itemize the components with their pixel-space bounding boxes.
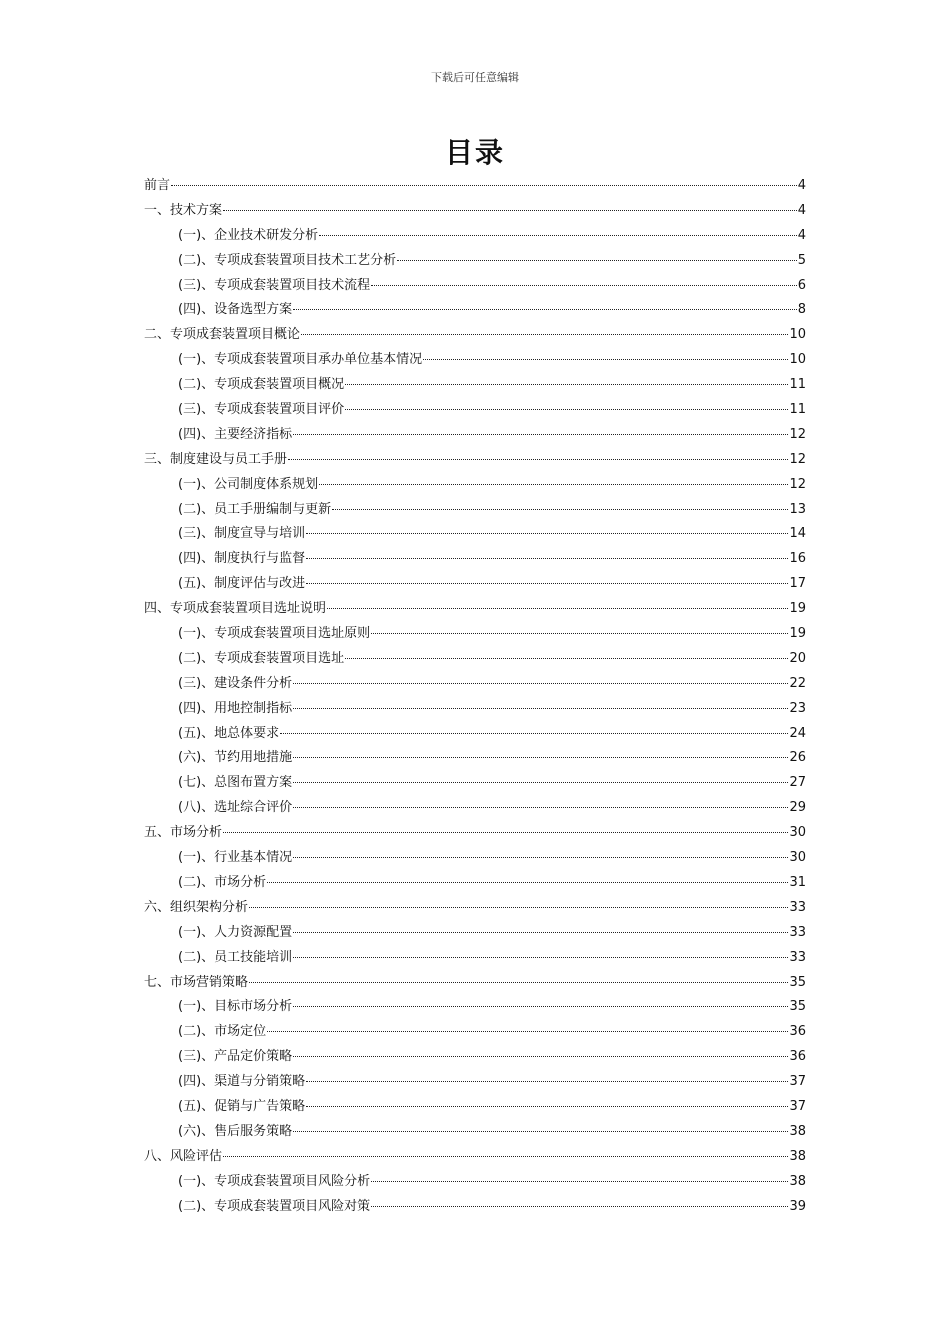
toc-dot-leader [267,1031,788,1032]
toc-dot-leader [397,260,797,261]
toc-dot-leader [223,832,788,833]
toc-subentry[interactable] [144,672,806,697]
toc-entry[interactable] [144,1145,806,1170]
toc-dot-leader [293,932,788,933]
toc-entry-label: (五)、地总体要求 [178,725,280,741]
toc-subentry[interactable] [144,796,806,821]
toc-entry-label: (四)、制度执行与监督 [178,551,306,567]
toc-dot-leader [345,658,788,659]
toc-entry-label: (二)、市场分析 [178,874,267,890]
toc-entry-label: 二、专项成套装置项目概论 [144,327,301,343]
toc-subentry[interactable] [144,348,806,373]
toc-page-number: 36 [789,1049,806,1065]
toc-page-number: 33 [789,949,806,965]
toc-subentry[interactable] [144,274,806,299]
toc-page-number: 14 [789,526,806,542]
toc-page-number: 22 [789,675,806,691]
toc-subentry[interactable] [144,622,806,647]
toc-page-number: 35 [789,974,806,990]
toc-entry-label: 前言 [144,178,171,193]
page-title: 目录 [444,136,505,169]
toc-page-number: 36 [789,1024,806,1040]
toc-page-number: 38 [789,1148,806,1164]
toc-page-number: 10 [789,352,806,368]
toc-entry-label: (二)、专项成套装置项目技术工艺分析 [178,252,397,268]
toc-subentry[interactable] [144,398,806,423]
toc-page-number: 39 [789,1198,806,1214]
toc-subentry[interactable] [144,1020,806,1045]
toc-subentry[interactable] [144,946,806,971]
toc-dot-leader [423,359,788,360]
toc-page-number: 12 [789,426,806,442]
page-header: 下载后可任意编辑 [431,71,519,84]
toc-dot-leader [293,683,788,684]
toc-entry-label: (一)、行业基本情况 [178,850,293,866]
toc-dot-leader [306,1106,788,1107]
toc-page-number: 13 [789,501,806,517]
toc-page-number: 4 [797,202,806,218]
toc-dot-leader [280,733,788,734]
toc-dot-leader [223,1156,788,1157]
toc-entry-label: (二)、专项成套装置项目概况 [178,377,345,393]
toc-subentry[interactable] [144,1095,806,1120]
toc-entry-label: 五、市场分析 [144,825,223,841]
toc-subentry[interactable] [144,1170,806,1195]
toc-subentry[interactable] [144,547,806,572]
toc-entry[interactable] [144,821,806,846]
toc-entry-label: (四)、设备选型方案 [178,302,293,318]
toc-page-number: 8 [797,302,806,318]
toc-entry-label: (四)、主要经济指标 [178,426,293,442]
toc-dot-leader [293,1006,788,1007]
toc-dot-leader [306,533,788,534]
toc-page-number: 23 [789,700,806,716]
toc-page-number: 12 [789,451,806,467]
toc-page-number: 37 [789,1098,806,1114]
toc-page-number: 11 [789,402,806,418]
toc-entry[interactable] [144,174,806,199]
toc-dot-leader [293,708,788,709]
toc-dot-leader [319,484,788,485]
toc-entry-label: (七)、总图布置方案 [178,775,293,791]
toc-dot-leader [293,309,797,310]
toc-entry-label: (三)、建设条件分析 [178,675,293,691]
toc-entry-label: (三)、制度宣导与培训 [178,526,306,542]
toc-subentry[interactable] [144,423,806,448]
toc-dot-leader [345,384,788,385]
toc-subentry[interactable] [144,921,806,946]
toc-page-number: 20 [789,650,806,666]
toc-page-number: 37 [789,1074,806,1090]
toc-subentry[interactable] [144,647,806,672]
toc-dot-leader [293,757,788,758]
toc-entry-label: (二)、市场定位 [178,1024,267,1040]
toc-dot-leader [171,185,797,186]
table-of-contents [144,174,806,1219]
toc-subentry[interactable] [144,1120,806,1145]
toc-entry[interactable] [144,199,806,224]
toc-dot-leader [293,1131,788,1132]
toc-entry-label: (四)、用地控制指标 [178,700,293,716]
toc-entry-label: (三)、专项成套装置项目技术流程 [178,277,371,293]
toc-page-number: 4 [797,227,806,243]
toc-page-number: 26 [789,750,806,766]
toc-dot-leader [293,782,788,783]
toc-subentry[interactable] [144,498,806,523]
toc-page-number: 31 [789,874,806,890]
toc-entry[interactable] [144,448,806,473]
toc-dot-leader [249,982,788,983]
toc-dot-leader [249,907,788,908]
toc-entry-label: 八、风险评估 [144,1148,223,1164]
toc-page-number: 38 [789,1123,806,1139]
toc-subentry[interactable] [144,1195,806,1220]
toc-entry-label: (六)、售后服务策略 [178,1123,293,1139]
toc-dot-leader [319,235,797,236]
toc-subentry[interactable] [144,995,806,1020]
toc-subentry[interactable] [144,572,806,597]
toc-subentry[interactable] [144,473,806,498]
toc-entry-label: (一)、专项成套装置项目选址原则 [178,626,371,642]
toc-entry[interactable] [144,597,806,622]
toc-subentry[interactable] [144,846,806,871]
toc-subentry[interactable] [144,1070,806,1095]
toc-page-number: 30 [789,850,806,866]
toc-dot-leader [306,583,788,584]
toc-subentry[interactable] [144,373,806,398]
toc-dot-leader [293,807,788,808]
toc-page-number: 19 [789,626,806,642]
toc-dot-leader [293,434,788,435]
toc-subentry[interactable] [144,746,806,771]
toc-entry-label: (三)、专项成套装置项目评价 [178,402,345,418]
toc-page-number: 33 [789,899,806,915]
toc-entry[interactable] [144,323,806,348]
toc-dot-leader [293,857,788,858]
toc-entry-label: (一)、公司制度体系规划 [178,476,319,492]
toc-page-number: 12 [789,476,806,492]
toc-subentry[interactable] [144,1045,806,1070]
toc-dot-leader [371,1181,788,1182]
toc-page-number: 29 [789,800,806,816]
toc-entry-label: (二)、专项成套装置项目风险对策 [178,1198,371,1214]
toc-dot-leader [293,1056,788,1057]
toc-dot-leader [371,1206,788,1207]
toc-dot-leader [306,558,788,559]
toc-subentry[interactable] [144,722,806,747]
toc-entry[interactable] [144,896,806,921]
toc-dot-leader [371,633,788,634]
toc-entry-label: (五)、促销与广告策略 [178,1098,306,1114]
toc-page-number: 16 [789,551,806,567]
toc-entry-label: (三)、产品定价策略 [178,1049,293,1065]
toc-subentry[interactable] [144,771,806,796]
toc-entry-label: 三、制度建设与员工手册 [144,451,288,467]
toc-dot-leader [223,210,797,211]
toc-entry-label: (一)、人力资源配置 [178,924,293,940]
toc-dot-leader [371,285,797,286]
toc-page-number: 17 [789,576,806,592]
toc-entry-label: (六)、节约用地措施 [178,750,293,766]
toc-subentry[interactable] [144,249,806,274]
toc-page-number: 35 [789,999,806,1015]
toc-entry-label: 六、组织架构分析 [144,899,249,915]
toc-dot-leader [345,409,788,410]
toc-page-number: 24 [789,725,806,741]
toc-page-number: 6 [797,277,806,293]
toc-page-number: 33 [789,924,806,940]
toc-page-number: 19 [789,601,806,617]
toc-dot-leader [267,882,788,883]
toc-dot-leader [306,1081,788,1082]
toc-entry[interactable] [144,971,806,996]
toc-subentry[interactable] [144,697,806,722]
toc-entry-label: (一)、企业技术研发分析 [178,227,319,243]
toc-dot-leader [301,334,788,335]
toc-page-number: 5 [797,252,806,268]
toc-entry-label: (二)、员工手册编制与更新 [178,501,332,517]
toc-page-number: 4 [797,178,806,193]
toc-subentry[interactable] [144,224,806,249]
toc-entry-label: 四、专项成套装置项目选址说明 [144,601,327,617]
toc-entry-label: 七、市场营销策略 [144,974,249,990]
toc-subentry[interactable] [144,298,806,323]
toc-entry-label: (二)、专项成套装置项目选址 [178,650,345,666]
toc-subentry[interactable] [144,522,806,547]
toc-page-number: 11 [789,377,806,393]
toc-entry-label: (二)、员工技能培训 [178,949,293,965]
toc-entry-label: (一)、目标市场分析 [178,999,293,1015]
toc-page-number: 10 [789,327,806,343]
toc-dot-leader [293,957,788,958]
toc-page-number: 27 [789,775,806,791]
toc-page-number: 38 [789,1173,806,1189]
toc-entry-label: (一)、专项成套装置项目风险分析 [178,1173,371,1189]
toc-entry-label: (一)、专项成套装置项目承办单位基本情况 [178,352,423,368]
toc-dot-leader [288,459,788,460]
toc-entry-label: (四)、渠道与分销策略 [178,1074,306,1090]
toc-page-number: 30 [789,825,806,841]
toc-dot-leader [332,509,788,510]
toc-entry-label: (五)、制度评估与改进 [178,576,306,592]
toc-dot-leader [327,608,788,609]
toc-entry-label: (八)、选址综合评价 [178,800,293,816]
toc-entry-label: 一、技术方案 [144,202,223,218]
toc-subentry[interactable] [144,871,806,896]
